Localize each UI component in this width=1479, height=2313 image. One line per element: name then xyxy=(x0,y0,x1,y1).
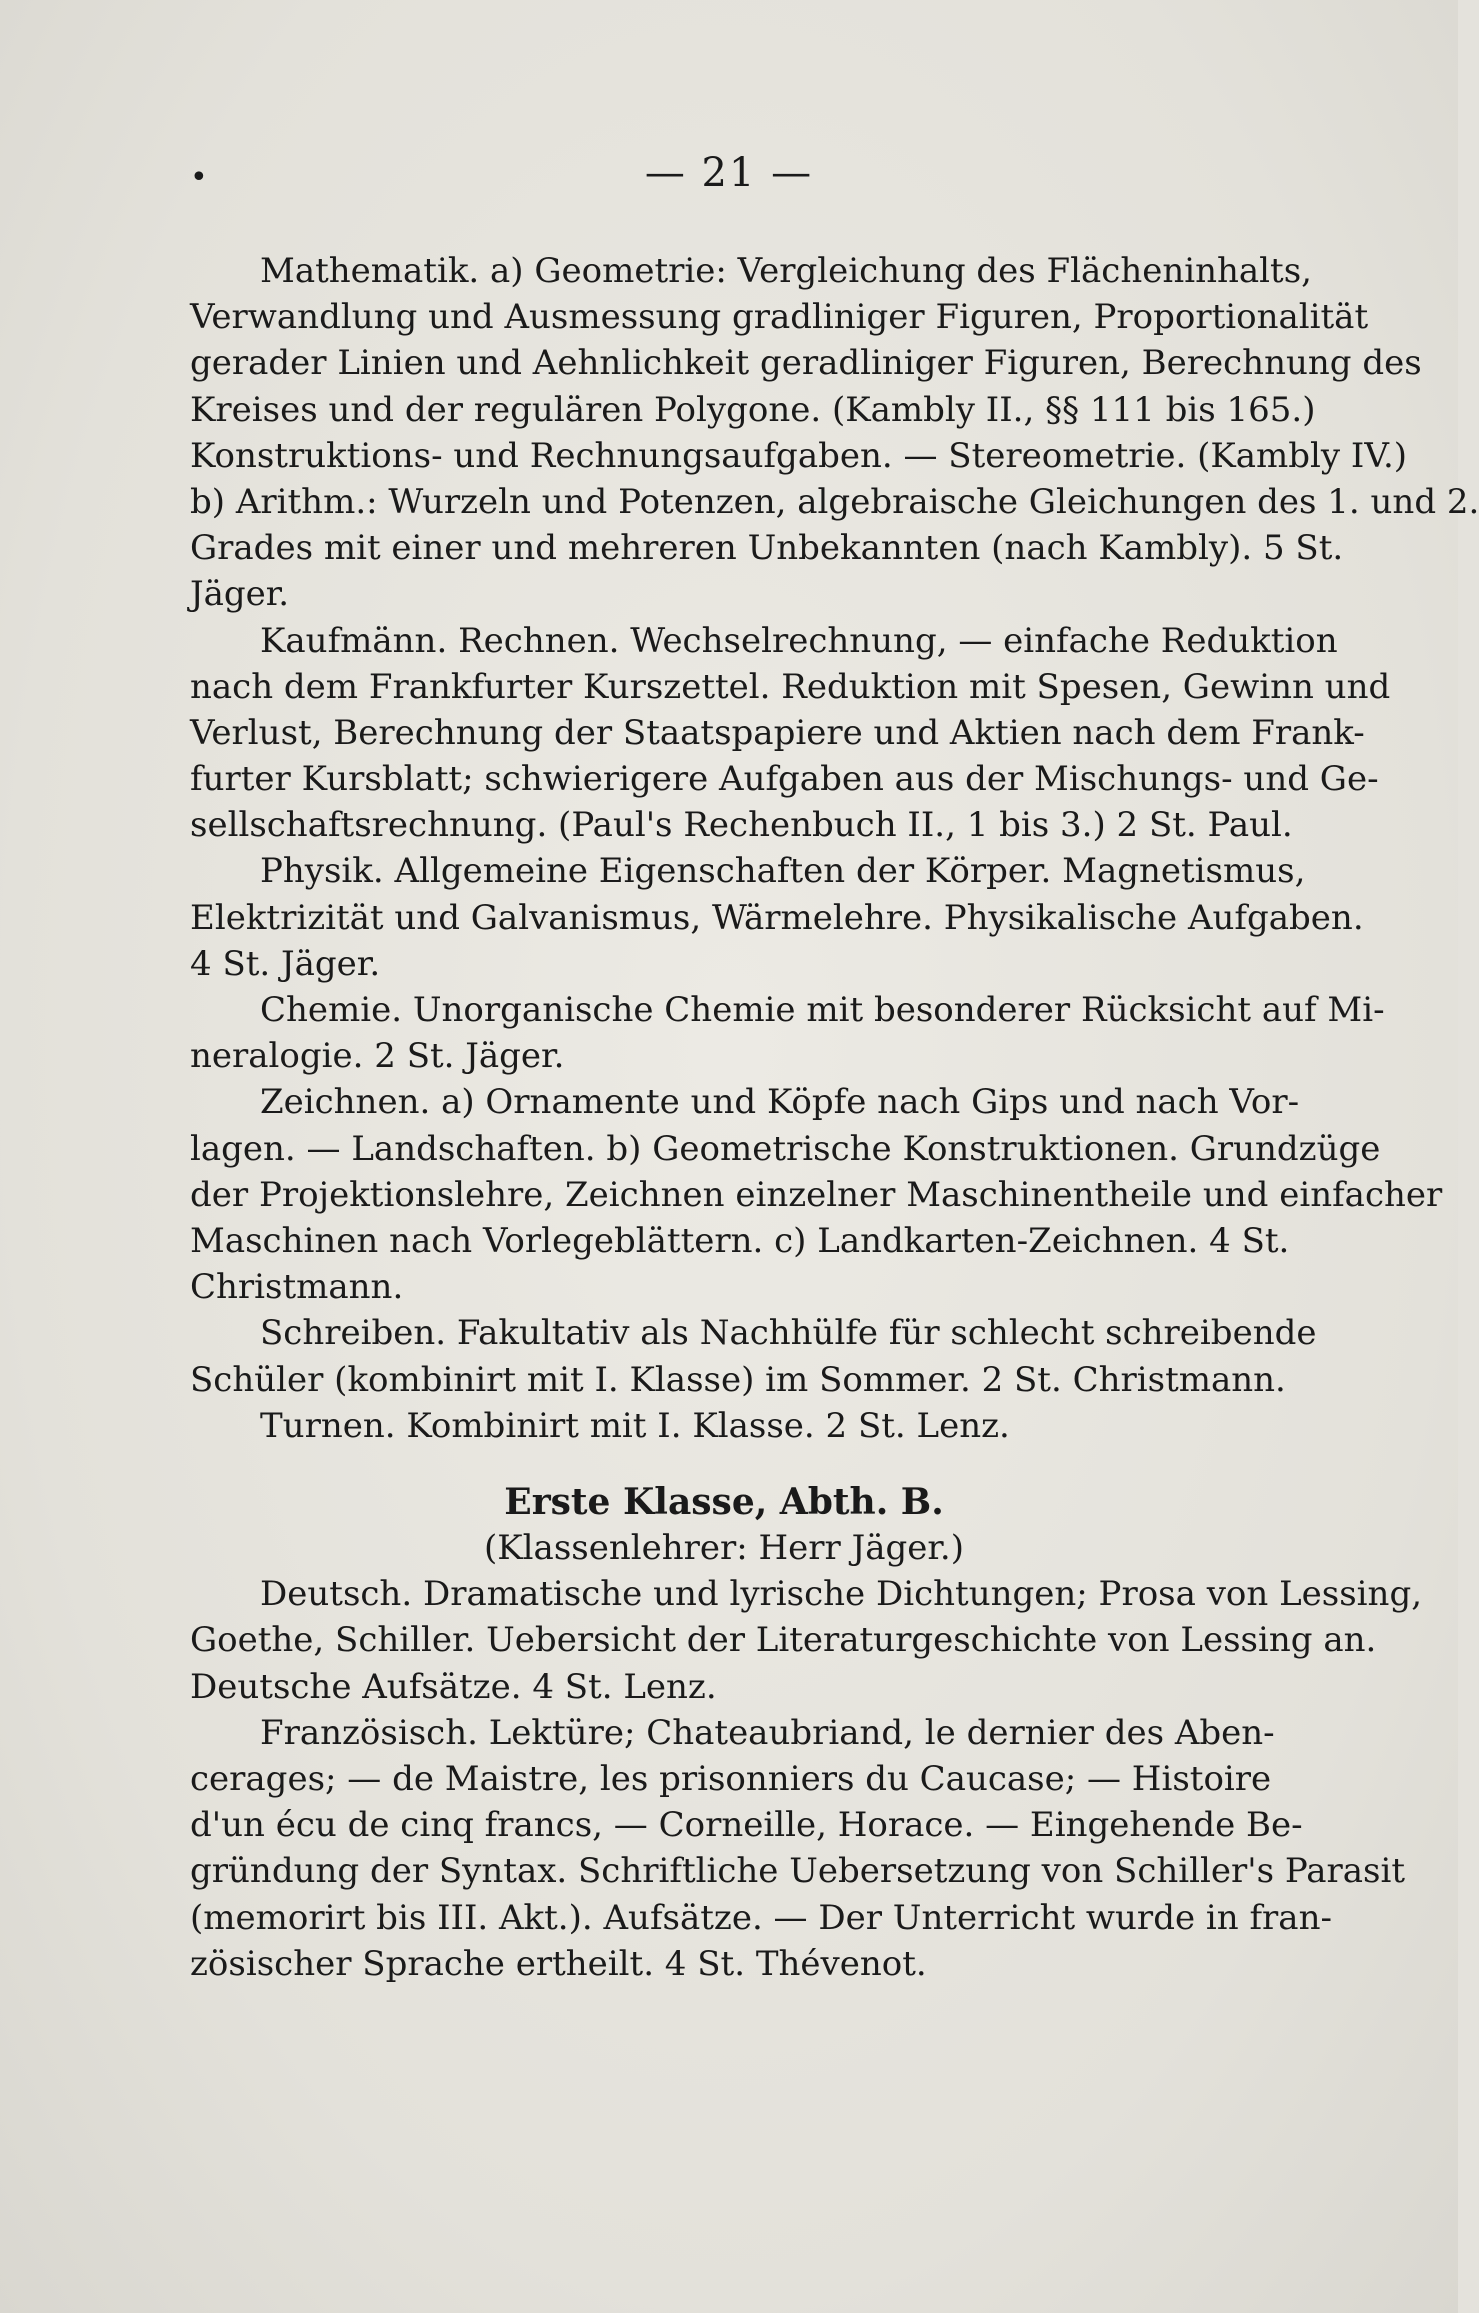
text-line: der Projektionslehre, Zeichnen einzelner Maschinentheile und einfacher xyxy=(190,1174,1443,1215)
spacer xyxy=(190,1449,1258,1479)
text-line: Jäger. xyxy=(190,574,290,615)
curriculum-block-1 xyxy=(190,248,1479,1449)
text-line: sellschaftsrechnung. (Paul's Rechenbuch II., 1 bis 3.) 2 St. Paul. xyxy=(190,805,1293,846)
text-line: Maschinen nach Vorlegeblättern. c) Landkarten-Zeichnen. 4 St. xyxy=(190,1220,1290,1261)
text-line: Elektrizität und Galvanismus, Wärmelehre. Physikalische Aufgaben. xyxy=(190,897,1364,938)
text-line: Kreises und der regulären Polygone. (Kambly II., §§ 111 bis 165.) xyxy=(190,389,1316,430)
text-line: Konstruktions- und Rechnungsaufgaben. — Stereometrie. (Kambly IV.) xyxy=(190,435,1408,476)
text-line: 4 St. Jäger. xyxy=(190,943,381,984)
curriculum-block-2 xyxy=(190,1571,1423,1987)
section-subheading: (Klassenlehrer: Herr Jäger.) xyxy=(484,1528,964,1569)
text-line: Chemie. Unorganische Chemie mit besonderer Rücksicht auf Mi- xyxy=(260,990,1385,1030)
text-line: gerader Linien und Aehnlichkeit geradliniger Figuren, Berechnung des xyxy=(190,343,1422,384)
text-line: Goethe, Schiller. Uebersicht der Literaturgeschichte von Lessing an. xyxy=(190,1620,1377,1661)
text-line: Deutsche Aufsätze. 4 St. Lenz. xyxy=(190,1666,717,1707)
section-heading: Erste Klasse, Abth. B. xyxy=(504,1480,944,1523)
text-line: (memorirt bis III. Akt.). Aufsätze. — Der Unterricht wurde in fran- xyxy=(190,1897,1332,1938)
text-line: Deutsch. Dramatische und lyrische Dichtungen; Prosa von Lessing, xyxy=(260,1574,1423,1615)
text-line: Schüler (kombinirt mit I. Klasse) im Sommer. 2 St. Christmann. xyxy=(190,1359,1286,1400)
text-line: Verwandlung und Ausmessung gradliniger Figuren, Proportionalität xyxy=(190,297,1369,338)
text-line: furter Kursblatt; schwierigere Aufgaben aus der Mischungs- und Ge- xyxy=(190,759,1379,800)
text-line: Mathematik. a) Geometrie: Vergleichung des Flächeninhalts, xyxy=(260,251,1312,291)
text-line: gründung der Syntax. Schriftliche Uebersetzung von Schiller's Parasit xyxy=(190,1851,1406,1892)
text-line: Verlust, Berechnung der Staatspapiere und Aktien nach dem Frank- xyxy=(190,712,1365,753)
text-line: lagen. — Landschaften. b) Geometrische Konstruktionen. Grundzüge xyxy=(190,1128,1381,1169)
text-line: Turnen. Kombinirt mit I. Klasse. 2 St. Lenz. xyxy=(260,1405,1010,1446)
body-text xyxy=(190,248,1479,1987)
text-line: zösischer Sprache ertheilt. 4 St. Thévenot. xyxy=(190,1943,927,1984)
text-line: d'un écu de cinq francs, — Corneille, Horace. — Eingehende Be- xyxy=(190,1805,1303,1846)
text-line: Physik. Allgemeine Eigenschaften der Körper. Magnetismus, xyxy=(260,851,1306,892)
text-line: Zeichnen. a) Ornamente und Köpfe nach Gips und nach Vor- xyxy=(260,1082,1300,1123)
text-line: Schreiben. Fakultativ als Nachhülfe für schlecht schreibende xyxy=(260,1313,1317,1354)
text-line: Kaufmänn. Rechnen. Wechselrechnung, — einfache Reduktion xyxy=(260,620,1338,661)
page-number: — 21 — xyxy=(644,150,814,196)
margin-dot: • xyxy=(190,160,208,195)
text-line: neralogie. 2 St. Jäger. xyxy=(190,1036,565,1077)
text-line: Christmann. xyxy=(190,1267,404,1308)
text-line: cerages; — de Maistre, les prisonniers du Caucase; — Histoire xyxy=(190,1759,1272,1799)
text-line: Französisch. Lektüre; Chateaubriand, le dernier des Aben- xyxy=(260,1712,1275,1753)
text-line: nach dem Frankfurter Kurszettel. Reduktion mit Spesen, Gewinn und xyxy=(190,666,1391,707)
text-line: b) Arithm.: Wurzeln und Potenzen, algebraische Gleichungen des 1. und 2. xyxy=(190,481,1479,522)
text-line: Grades mit einer und mehreren Unbekannten (nach Kambly). 5 St. xyxy=(190,528,1344,569)
